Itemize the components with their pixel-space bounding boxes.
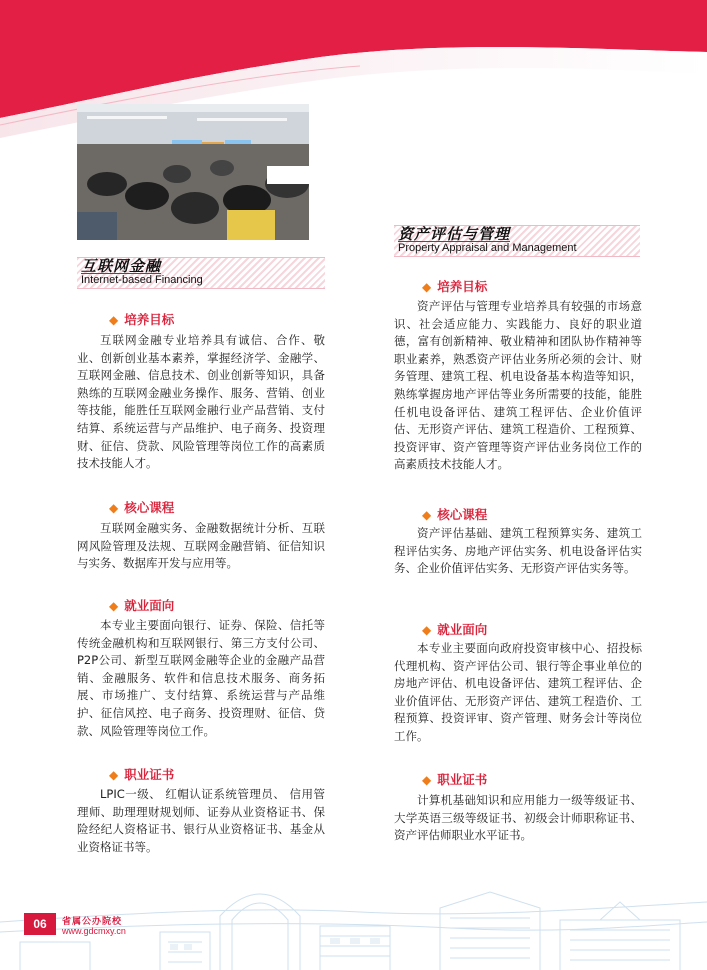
right-section-title-cn: 资产评估与管理 (398, 225, 511, 243)
left-text-employment: 本专业主要面向银行、证券、保险、信托等传统金融机构和互联网银行、第三方支付公司、P2P公司、新型互联网金融等企业的金融产品营销、金融服务、软件和信息技术服务、商务拓展、市场推广、支付结算、系统运营与产品维护、征信风控、电子商务、投资理财、征信、贷款、风险管理等岗位工作。 (77, 618, 325, 738)
left-section-title-cn: 互联网金融 (81, 257, 162, 275)
diamond-icon: ◆ (422, 623, 432, 637)
diamond-icon: ◆ (422, 508, 432, 522)
left-text-core-courses: 互联网金融实务、金融数据统计分析、互联网风险管理及法规、互联网金融营销、征信知识与实务、数据库开发与应用等。 (77, 521, 325, 571)
diamond-icon: ◆ (422, 773, 432, 787)
right-subheading-core-courses: ◆ 核心课程 (422, 507, 488, 522)
left-subheading-employment: ◆ 就业面向 (109, 598, 175, 613)
right-text-certificates: 计算机基础知识和应用能力一级等级证书、大学英语三级等级证书、初级会计师职称证书、资产评估师职业水平证书。 (394, 793, 642, 843)
left-text-certificates: LPIC一级、 红帽认证系统管理员、 信用管理师、助理理财规划师、证券从业资格证书、保险经纪人资格证书、银行从业资格证书、基金从业资格证书等。 (77, 787, 325, 854)
left-subheading-certificates: ◆ 职业证书 (109, 767, 175, 782)
right-subheading-employment: ◆ 就业面向 (422, 622, 488, 637)
right-subheading-training-goal: ◆ 培养目标 (422, 279, 488, 294)
school-label: 省属公办院校 (62, 917, 123, 927)
left-section-header (77, 255, 325, 289)
left-section-title-en: Internet-based Financing (81, 274, 203, 286)
page-number: 06 (24, 913, 56, 935)
diamond-icon: ◆ (109, 768, 119, 782)
diamond-icon: ◆ (109, 599, 119, 613)
classroom-photo (77, 104, 309, 240)
left-subheading-core-courses: ◆ 核心课程 (109, 500, 175, 515)
diamond-icon: ◆ (422, 280, 432, 294)
right-section-title-en: Property Appraisal and Management (398, 242, 577, 254)
left-text-training-goal: 互联网金融专业培养具有诚信、合作、敬业、创新创业基本素养，掌握经济学、金融学、互联网金融、信息技术、创业创新等知识，具备熟练的互联网金融业务操作、服务、营销、创业等技能，能胜任互联网金融行业产品营销、支付结算、系统运营与产品维护、电子商务、投资理财、征信、贷款、风险管理等岗位工作的高素质技术技能人才。 (77, 333, 325, 471)
right-section-header (394, 223, 640, 257)
diamond-icon: ◆ (109, 501, 119, 515)
right-subheading-certificates: ◆ 职业证书 (422, 772, 488, 787)
right-text-training-goal: 资产评估与管理专业培养具有较强的市场意识、社会适应能力、实践能力、良好的职业道德，富有创新精神、敬业精神和团队协作精神等职业素养，熟悉资产评估业务所必须的会计、财务管理、建筑工程、机电设备基本构造等知识，熟练掌握房地产评估等业务所需要的技能，能胜任机电设备评估、建筑工程评估、企业价值评估、无形资产评估、建筑工程造价、工程预算、投资评审、资产管理等资产评估业务岗位工作的高素质技术技能人才。 (394, 299, 642, 472)
right-text-core-courses: 资产评估基础、建筑工程预算实务、建筑工程评估实务、房地产评估实务、机电设备评估实务、企业价值评估实务、无形资产评估实务等。 (394, 526, 642, 576)
left-subheading-training-goal: ◆ 培养目标 (109, 312, 175, 327)
right-text-employment: 本专业主要面向政府投资审核中心、招投标代理机构、资产评估公司、银行等企事业单位的房地产评估、机电设备评估、建筑工程评估、企业价值评估、无形资产评估、建筑工程造价、工程预算、投资评审、资产管理、财务会计等岗位工作。 (394, 641, 642, 743)
website-url: www.gdcmxy.cn (62, 926, 126, 936)
diamond-icon: ◆ (109, 313, 119, 327)
